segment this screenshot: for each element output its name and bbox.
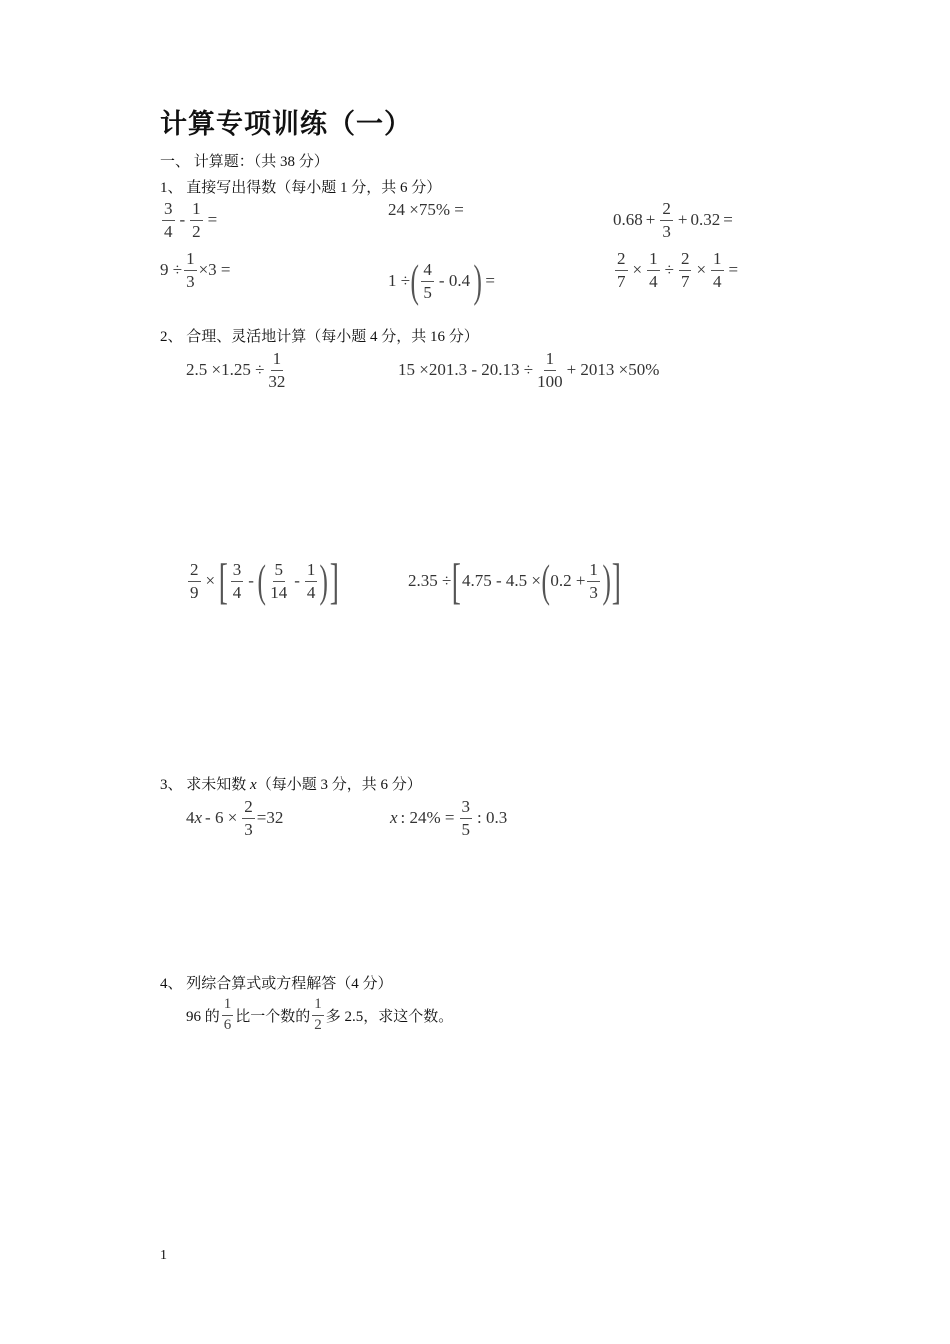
fraction: $\frac{1}{100}$ bbox=[537, 349, 563, 391]
page-title: 计算专项训练（一） bbox=[160, 109, 412, 139]
fraction: $\frac{2}{9}$ bbox=[190, 559, 199, 602]
fraction: $\frac{1}{4}$ bbox=[306, 559, 316, 602]
q2-expr-4: 2.35 ÷ [ 4.75 - 4.5 × ( 0.2 + $\frac{1}{3}$ ) ] bbox=[408, 553, 622, 609]
q3-heading: 3、 求未知数 x（每小题 3 分，共 6 分） bbox=[160, 777, 422, 793]
q4-heading: 4、 列综合算式或方程解答（4 分） bbox=[160, 976, 393, 992]
q2-heading: 2、 合理、灵活地计算（每小题 4 分，共 16 分） bbox=[160, 329, 479, 345]
q3-expr-1: 4 x - 6 × $\frac{2}{3}$ =32 bbox=[186, 797, 284, 839]
fraction: $\frac{2}{3}$ bbox=[662, 199, 671, 241]
fraction: $\frac{1}{3}$ bbox=[589, 559, 598, 602]
q1-expr-4: 9 ÷ $\frac{1}{3}$ ×3 = bbox=[160, 249, 231, 291]
q1-expr-6: $\frac{2}{7}$ × $\frac{1}{4}$ ÷ $\frac{2}{7}$ × $\frac{1}{4}$ = bbox=[617, 249, 739, 291]
q2-expr-3: $\frac{2}{9}$ × [ $\frac{3}{4}$ - ( $\frac{5}{14}$ - $\frac{1}{4}$ ) ] bbox=[190, 553, 339, 609]
fraction: $\frac{3}{5}$ bbox=[461, 797, 471, 839]
q1-expr-2: 24 ×75% = bbox=[388, 200, 464, 219]
fraction: $\frac{2}{7}$ bbox=[680, 249, 690, 291]
fraction: $\frac{2}{3}$ bbox=[244, 797, 253, 839]
q1-expr-1: $\frac{3}{4}$ - $\frac{1}{2}$ = bbox=[164, 199, 218, 241]
fraction: $\frac{4}{5}$ bbox=[423, 259, 432, 302]
q3-expr-2: x : 24% = $\frac{3}{5}$ : 0.3 bbox=[390, 797, 508, 839]
q1-heading: 1、 直接写出得数（每小题 1 分，共 6 分） bbox=[160, 180, 442, 196]
q4-problem-text: 96 的 $\frac{1}{6}$ 比一个数的 $\frac{1}{2}$ 多 2.5，求这个数。 bbox=[186, 996, 454, 1033]
q1-expr-3: 0.68 + $\frac{2}{3}$ + 0.32 = bbox=[613, 199, 733, 241]
fraction: $\frac{1}{4}$ bbox=[649, 249, 658, 291]
fraction: $\frac{3}{4}$ bbox=[164, 199, 173, 241]
section-heading: 一、 计算题：（共 38 分） bbox=[160, 154, 329, 170]
fraction: $\frac{1}{3}$ bbox=[186, 249, 195, 291]
fraction: $\frac{5}{14}$ bbox=[270, 559, 288, 602]
fraction: $\frac{1}{6}$ bbox=[223, 996, 232, 1033]
q1-expr-5: 1 ÷ ( $\frac{4}{5}$ - 0.4 ) = bbox=[388, 255, 496, 306]
fraction: $\frac{1}{4}$ bbox=[713, 249, 722, 291]
fraction: $\frac{1}{2}$ bbox=[314, 996, 322, 1033]
fraction: $\frac{2}{7}$ bbox=[617, 249, 626, 291]
fraction: $\frac{1}{2}$ bbox=[192, 199, 201, 241]
page-number: 1 bbox=[160, 1248, 167, 1263]
fraction: $\frac{1}{32}$ bbox=[268, 349, 286, 391]
fraction: $\frac{3}{4}$ bbox=[232, 559, 242, 602]
q2-expr-2: 15 ×201.3 - 20.13 ÷ $\frac{1}{100}$ + 2013 ×50% bbox=[398, 349, 660, 391]
q2-expr-1: 2.5 ×1.25 ÷ $\frac{1}{32}$ bbox=[186, 349, 286, 391]
